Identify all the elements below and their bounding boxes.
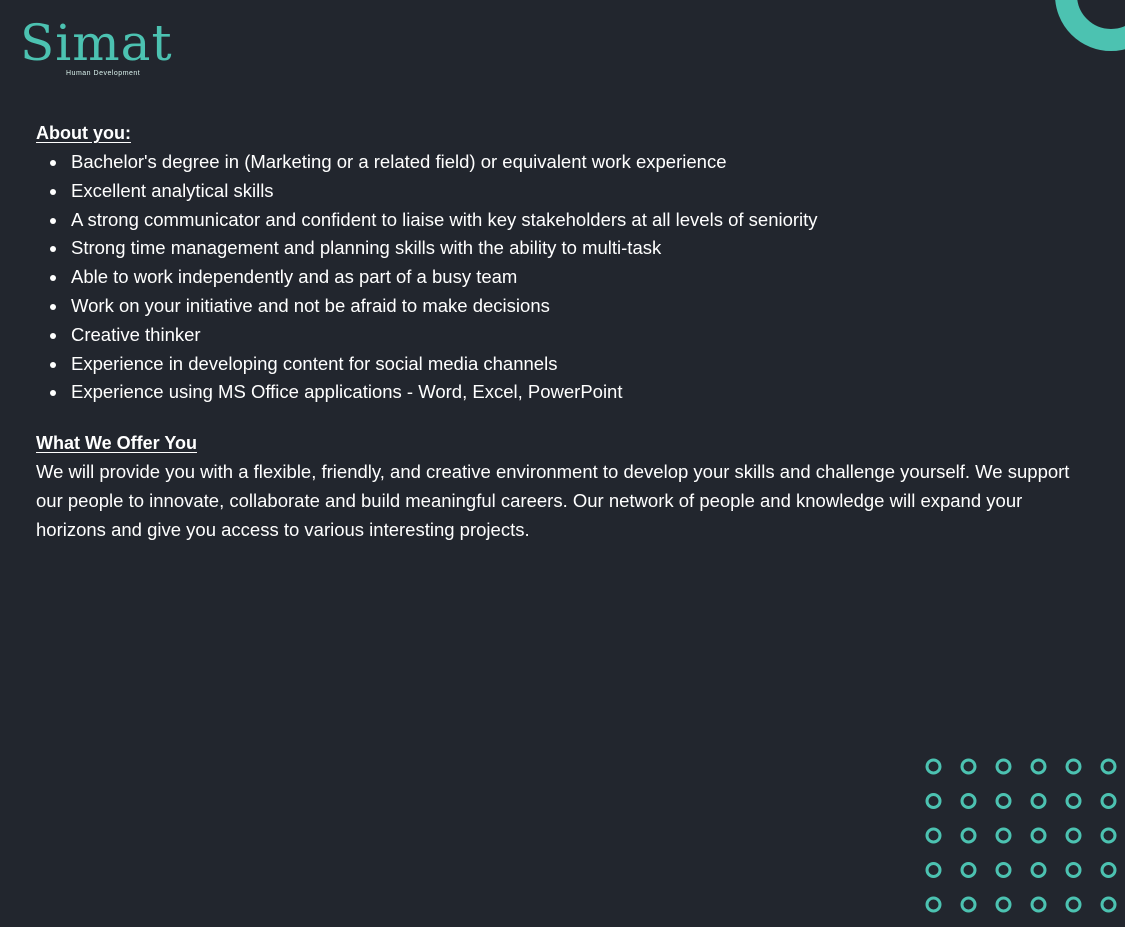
list-item-text: Excellent analytical skills (71, 179, 274, 201)
ring-icon (1052, 0, 1125, 54)
circle-outline-icon (927, 795, 940, 808)
logo-wordmark: Simat (20, 14, 173, 72)
list-item (36, 350, 1096, 379)
about-list (36, 148, 1096, 407)
circle-outline-icon (1067, 864, 1080, 877)
bullet-icon (50, 246, 56, 252)
circle-outline-icon (927, 760, 940, 773)
list-item-text: Able to work independently and as part of a busy team (71, 266, 518, 288)
circle-outline-icon (962, 864, 975, 877)
circle-outline-icon (962, 760, 975, 773)
logo-tagline: Human Development (66, 70, 141, 77)
bullet-icon (50, 275, 56, 281)
list-item-text: Strong time management and planning skills with the ability to multi-task (71, 237, 662, 259)
circle-outline-icon (927, 829, 940, 842)
job-details (36, 120, 1096, 545)
list-item-text: Bachelor's degree in (Marketing or a related field) or equivalent work experience (71, 151, 727, 172)
list-item-text: Work on your initiative and not be afraid to make decisions (71, 294, 550, 316)
bullet-icon (50, 189, 56, 195)
bullet-icon (50, 160, 56, 166)
circle-outline-icon (1067, 795, 1080, 808)
dot-grid-decoration (925, 758, 1125, 918)
circle-outline-icon (927, 898, 940, 911)
list-item-text: Creative thinker (71, 323, 201, 345)
list-item (36, 234, 1096, 263)
bullet-icon (50, 362, 56, 368)
circle-outline-icon (1102, 864, 1115, 877)
about-section (36, 120, 1096, 407)
list-item (36, 177, 1096, 206)
bullet-icon (50, 304, 56, 310)
bullet-icon (50, 390, 56, 396)
offer-heading: What We Offer You (36, 433, 198, 454)
list-item-text: Experience using MS Office applications - Word, Excel, PowerPoint (71, 381, 623, 403)
circle-outline-icon (1067, 898, 1080, 911)
brand-logo (20, 14, 180, 90)
circle-outline-icon (1067, 829, 1080, 842)
offer-paragraph: We will provide you with a flexible, friendly, and creative environment to develop your skills and challenge yourself. We support our people to innovate, collaborate and build meaningful careers. Our network of people and knowledge will expand your horizons and give you access to various interesting projects. (36, 461, 1070, 540)
offer-section (36, 430, 1096, 544)
circle-outline-icon (1102, 829, 1115, 842)
bullet-icon (50, 333, 56, 339)
circle-outline-icon (1102, 795, 1115, 808)
circle-outline-icon (1032, 898, 1045, 911)
list-item (36, 321, 1096, 350)
circle-outline-icon (997, 898, 1010, 911)
circle-outline-icon (1067, 760, 1080, 773)
circle-outline-icon (1032, 760, 1045, 773)
list-item (36, 292, 1096, 321)
circle-outline-icon (997, 760, 1010, 773)
list-item (36, 378, 1096, 407)
circle-outline-icon (927, 864, 940, 877)
circle-outline-icon (997, 829, 1010, 842)
list-item (36, 206, 1096, 235)
about-heading: About you: (36, 123, 131, 143)
list-item-text: A strong communicator and confident to liaise with key stakeholders at all levels of seniority (71, 208, 818, 230)
circle-outline-icon (1032, 864, 1045, 877)
list-item (36, 263, 1096, 292)
circle-outline-icon (1032, 795, 1045, 808)
list-item-text: Experience in developing content for social media channels (71, 352, 558, 374)
circle-outline-icon (962, 829, 975, 842)
circle-outline-icon (962, 795, 975, 808)
circle-outline-icon (962, 898, 975, 911)
circle-outline-icon (1032, 829, 1045, 842)
circle-outline-icon (1102, 760, 1115, 773)
circle-outline-icon (1102, 898, 1115, 911)
circle-outline-icon (997, 795, 1010, 808)
circle-outline-icon (997, 864, 1010, 877)
bullet-icon (50, 218, 56, 224)
list-item (36, 148, 1096, 177)
